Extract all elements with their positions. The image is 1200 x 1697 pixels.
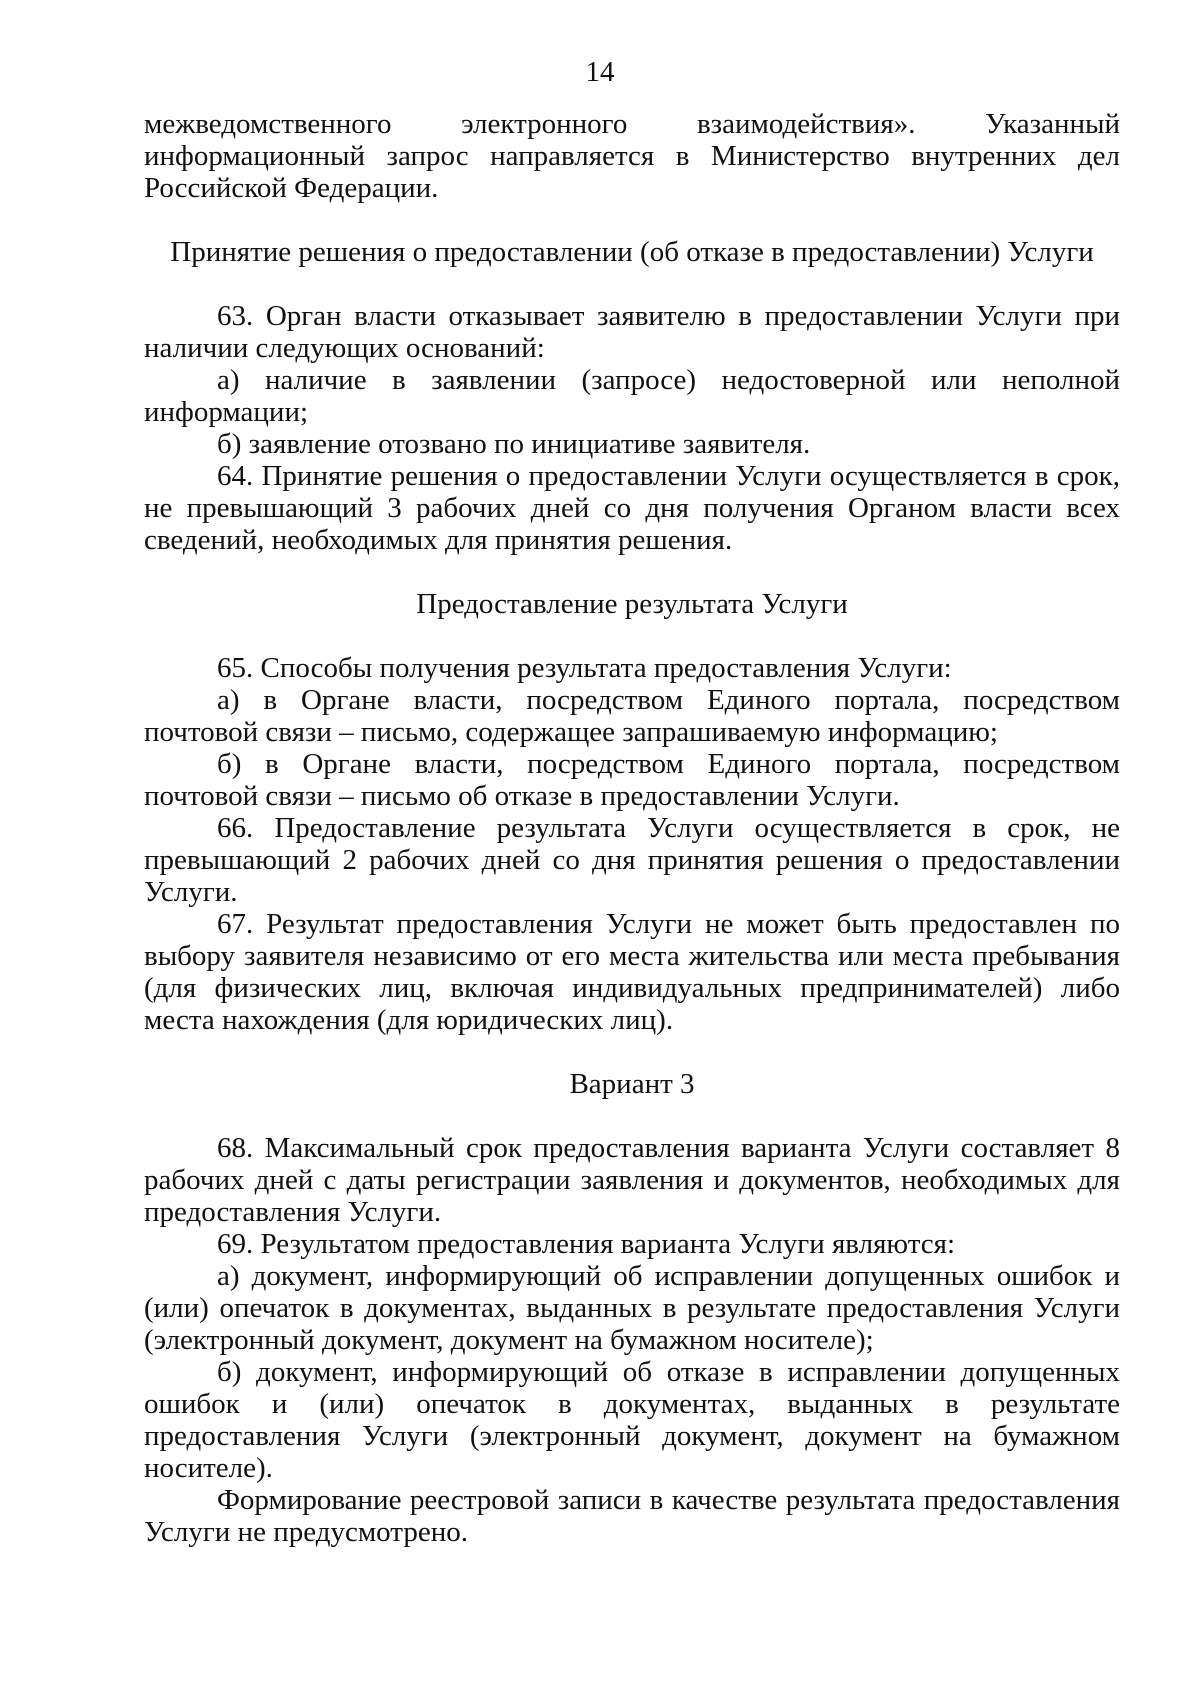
section-heading-decision: Принятие решения о предоставлении (об отказе в предоставлении) Услуги [170,236,1094,268]
paragraph-68: 68. Максимальный срок предоставления варианта Услуги составляет 8 рабочих дней с даты регистрации заявления и документов, необходимых для предоставления Услуги. [144,1132,1120,1228]
paragraph-69-b: б) документ, информирующий об отказе в исправлении допущенных ошибок и (или) опечаток в документах, выданных в результате предоставления Услуги (электронный документ, документ на бумажном носителе). [144,1356,1120,1484]
paragraph-69: 69. Результатом предоставления варианта Услуги являются: [217,1228,955,1260]
paragraph-interagency-request: межведомственного электронного взаимодействия». Указанный информационный запрос направляется в Министерство внутренних дел Российской Федерации. [144,108,1120,204]
paragraph-63-b: б) заявление отозвано по инициативе заявителя. [217,428,811,460]
paragraph-67: 67. Результат предоставления Услуги не может быть предоставлен по выбору заявителя независимо от его места жительства или места пребывания (для физических лиц, включая индивидуальных предпринимателей) либо места нахождения (для юридических лиц). [144,908,1120,1036]
paragraph-65-a: а) в Органе власти, посредством Единого портала, посредством почтовой связи – письмо, содержащее запрашиваемую информацию; [144,684,1120,748]
paragraph-63: 63. Орган власти отказывает заявителю в предоставлении Услуги при наличии следующих оснований: [144,300,1120,364]
paragraph-66: 66. Предоставление результата Услуги осуществляется в срок, не превышающий 2 рабочих дней со дня принятия решения о предоставлении Услуги. [144,812,1120,908]
paragraph-65: 65. Способы получения результата предоставления Услуги: [217,652,952,684]
section-heading-result: Предоставление результата Услуги [416,588,848,620]
paragraph-65-b: б) в Органе власти, посредством Единого портала, посредством почтовой связи – письмо об отказе в предоставлении Услуги. [144,748,1120,812]
document-body [144,108,1120,1548]
paragraph-64: 64. Принятие решения о предоставлении Услуги осуществляется в срок, не превышающий 3 рабочих дней со дня получения Органом власти всех сведений, необходимых для принятия решения. [144,460,1120,556]
paragraph-69-a: а) документ, информирующий об исправлении допущенных ошибок и (или) опечаток в документах, выданных в результате предоставления Услуги (электронный документ, документ на бумажном носителе); [144,1260,1120,1356]
page-number: 14 [585,56,615,88]
paragraph-63-a: а) наличие в заявлении (запросе) недостоверной или неполной информации; [144,364,1120,428]
section-heading-variant-3: Вариант 3 [569,1068,695,1100]
paragraph-registry-entry: Формирование реестровой записи в качестве результата предоставления Услуги не предусмотрено. [144,1484,1120,1548]
